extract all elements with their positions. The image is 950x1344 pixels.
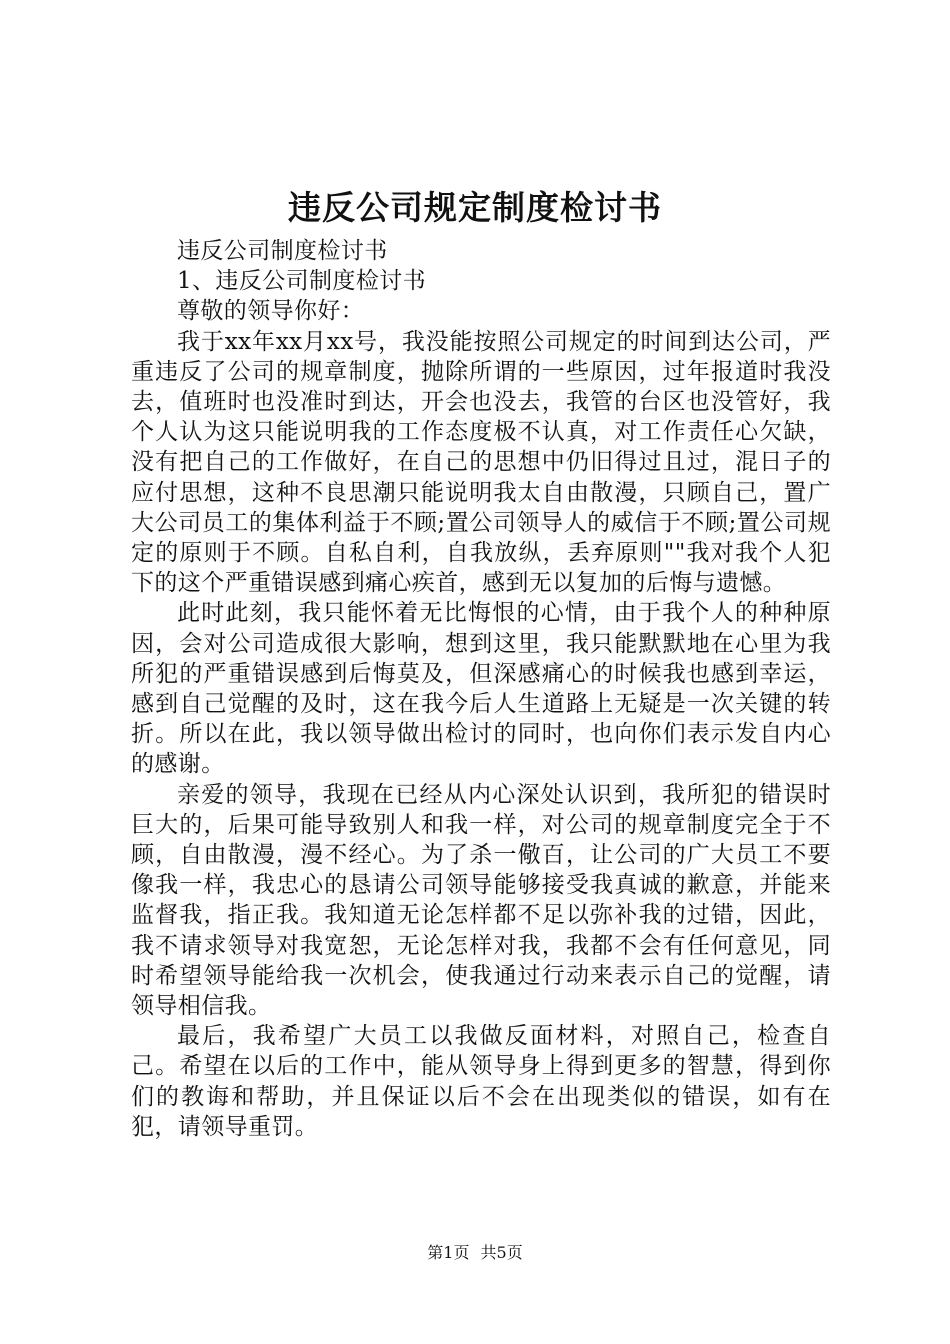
paragraph-body-2: 此时此刻，我只能怀着无比悔恨的心情，由于我个人的种种原因，会对公司造成很大影响，想到这里，我只能默默地在心里为我所犯的严重错误感到后悔莫及，但深感痛心的时候我也感到幸运，感到自己觉醒的及时，这在我今后人生道路上无疑是一次关键的转折。所以在此，我以领导做出检讨的同时，也向你们表示发自内心的感谢。 <box>131 600 831 778</box>
paragraph-section-heading: 1、违反公司制度检讨书 <box>177 268 427 295</box>
paragraph-body-4: 最后，我希望广大员工以我做反面材料，对照自己，检查自己。希望在以后的工作中，能从领导身上得到更多的智慧，得到你们的教诲和帮助，并且保证以后不会在出现类似的错误，如有在犯，请领导重罚。 <box>131 1023 831 1140</box>
paragraph-body-3: 亲爱的领导，我现在已经从内心深处认识到，我所犯的错误时巨大的，后果可能导致别人和我一样，对公司的规章制度完全于不顾，自由散漫，漫不经心。为了杀一儆百，让公司的广大员工不要像我一样，我忠心的恳请公司领导能够接受我真诚的歉意，并能来监督我，指正我。我知道无论怎样都不足以弥补我的过错，因此，我不请求领导对我宽恕，无论怎样对我，我都不会有任何意见，同时希望领导能给我一次机会，使我通过行动来表示自己的觉醒，请领导相信我。 <box>131 781 831 1020</box>
paragraph-subtitle: 违反公司制度检讨书 <box>177 238 388 264</box>
paragraph-body-1: 我于xx年xx月xx号，我没能按照公司规定的时间到达公司，严重违反了公司的规章制度，抛除所谓的一些原因，过年报道时我没去，值班时也没准时到达，开会也没去，我管的台区也没管好，我个人认为这只能说明我的工作态度极不认真，对工作责任心欠缺，没有把自己的工作做好，在自己的思想中仍旧得过且过，混日子的应付思想，这种不良思潮只能说明我太自由散漫，只顾自己，置广大公司员工的集体利益于不顾;置公司领导人的威信于不顾;置公司规定的原则于不顾。自私自利，自我放纵，丢弃原则""我对我个人犯下的这个严重错误感到痛心疾首，感到无以复加的后悔与遗憾。 <box>131 328 831 597</box>
document-body <box>131 236 831 1142</box>
paragraph-salutation: 尊敬的领导你好： <box>177 298 365 325</box>
document-title: 违反公司规定制度检讨书 <box>288 188 662 227</box>
page-footer: 第1页 共5页 <box>427 1243 523 1262</box>
